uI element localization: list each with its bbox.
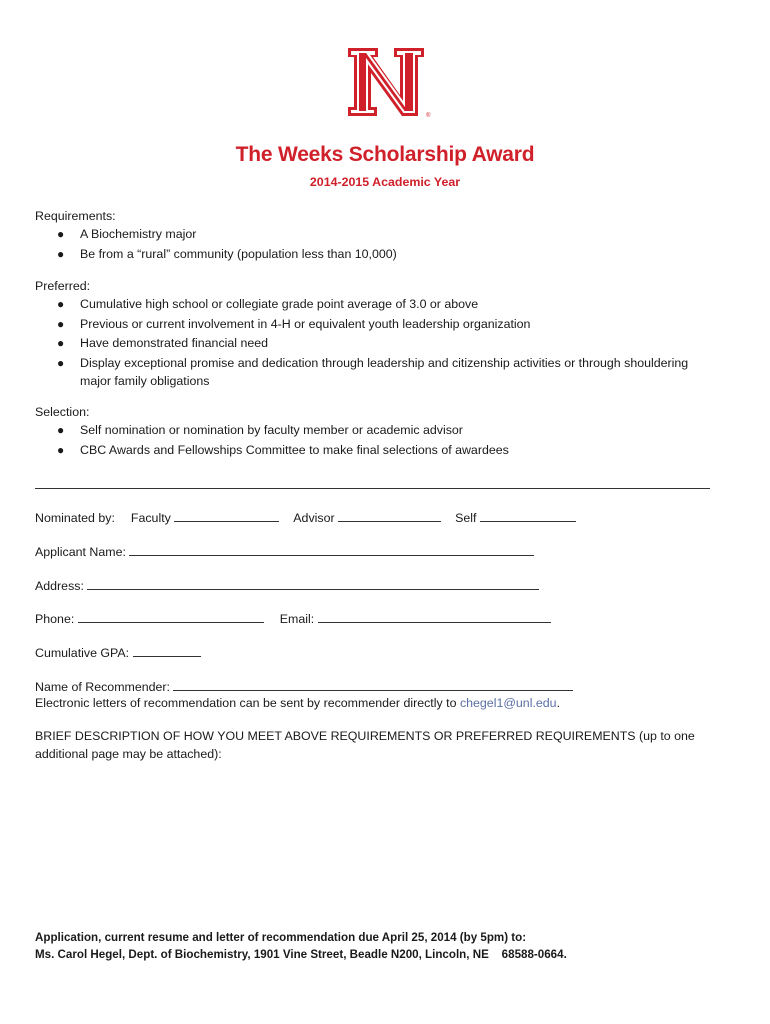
contact-email-link[interactable]: chegel1@unl.edu [459,696,557,710]
address-row [35,576,539,595]
registered-mark: ® [426,113,431,119]
list-item [0,354,710,390]
nominated-by-label: Nominated by: [35,511,115,525]
phone-label: Phone: [35,612,75,626]
preferred-text: Cumulative high school or collegiate grade point average of 3.0 or above [80,297,479,311]
list-item [0,225,710,243]
phone-field[interactable] [78,609,264,623]
faculty-label: Faculty [130,511,171,525]
footer-address-line: Ms. Carol Hegel, Dept. of Biochemistry, 1901 Vine Street, Beadle N200, Lincoln, NE 68588-0664. [35,948,567,961]
recommender-label: Name of Recommender: [35,680,170,694]
faculty-field[interactable] [174,508,279,522]
preferred-list [0,295,710,391]
selection-text: CBC Awards and Fellowships Committee to make final selections of awardees [80,442,509,457]
brief-description-prompt: BRIEF DESCRIPTION OF HOW YOU MEET ABOVE REQUIREMENTS OR PREFERRED REQUIREMENTS (up to one additional page may be attached): [35,729,695,761]
address-label: Address: [35,579,84,593]
divider-line [35,488,710,489]
advisor-field[interactable] [338,508,441,522]
page-title: The Weeks Scholarship Award [235,143,535,166]
phone-email-row [35,609,551,628]
applicant-name-row [35,542,534,561]
gpa-row [35,643,201,662]
advisor-label: Advisor [293,511,335,525]
self-label: Self [455,511,477,525]
recommender-field[interactable] [173,677,573,691]
selection-text: Self nomination or nomination by faculty member or academic advisor [80,423,463,437]
address-field[interactable] [87,576,539,590]
list-item [0,315,710,333]
list-item [0,441,710,459]
bullet-icon: ● [57,316,65,331]
list-item [0,421,710,439]
nominated-by-row [35,508,576,527]
gpa-field[interactable] [133,643,201,657]
requirement-text: A Biochemistry major [80,227,197,241]
email-field[interactable] [318,609,551,623]
list-item [0,245,710,263]
bullet-icon: ● [57,442,65,457]
preferred-text: Have demonstrated financial need [80,336,269,350]
bullet-icon: ● [57,297,65,311]
self-field[interactable] [480,508,576,522]
preferred-text: Display exceptional promise and dedication through leadership and citizenship activities or through shouldering major family obligations [80,355,689,388]
list-item [0,295,710,313]
bullet-icon: ● [57,227,65,241]
bullet-icon: ● [57,336,65,350]
electronic-note-text: Electronic letters of recommendation can be sent by recommender directly to [35,696,457,710]
selection-list [0,421,710,460]
bullet-icon: ● [57,246,65,261]
preferred-label: Preferred: [35,279,91,293]
submission-footer [35,929,735,963]
footer-due-line: Application, current resume and letter of recommendation due April 25, 2014 (by 5pm) to: [35,931,527,944]
requirement-text: Be from a “rural” community (population less than 10,000) [80,246,397,261]
bullet-icon: ● [57,355,65,370]
electronic-note [35,694,560,712]
email-label: Email: [279,612,315,626]
requirements-label: Requirements: [35,209,116,223]
bullet-icon: ● [57,423,65,437]
gpa-label: Cumulative GPA: [35,646,130,660]
requirements-list [0,225,710,264]
selection-label: Selection: [35,405,90,419]
academic-year-subtitle: 2014-2015 Academic Year [309,175,461,189]
list-item [0,334,710,352]
preferred-text: Previous or current involvement in 4-H or equivalent youth leadership organization [80,316,531,331]
applicant-name-field[interactable] [129,542,534,556]
applicant-name-label: Applicant Name: [35,545,126,559]
university-n-logo [344,44,434,120]
electronic-note-suffix: . [556,696,561,710]
